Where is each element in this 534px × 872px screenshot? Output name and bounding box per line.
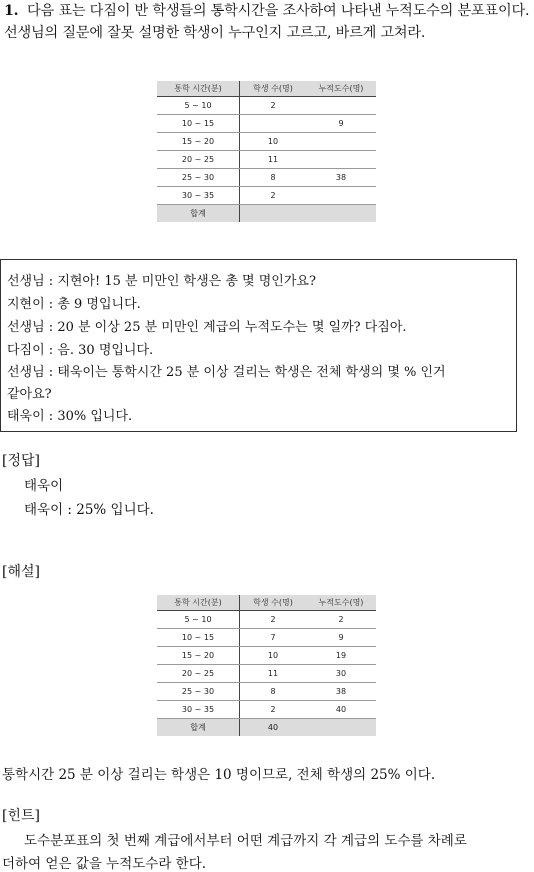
question-number: 1. <box>4 3 19 19</box>
cell-cumulative: 40 <box>306 701 376 719</box>
cell-count <box>240 115 307 133</box>
cell-cumulative <box>306 187 376 205</box>
table-body <box>157 97 376 205</box>
header-count: 학생 수(명) <box>240 595 307 611</box>
cell-cumulative <box>306 151 376 169</box>
table-row <box>157 665 376 683</box>
cell-cumulative: 19 <box>306 647 376 665</box>
cell-count: 11 <box>240 665 307 683</box>
header-cumulative: 누적도수(명) <box>306 595 376 611</box>
total-row <box>157 205 376 223</box>
cell-interval: 25 ~ 30 <box>157 169 240 187</box>
header-interval: 통학 시간(분) <box>157 595 240 611</box>
cell-count: 7 <box>240 629 307 647</box>
cell-count: 10 <box>240 647 307 665</box>
explanation-text: 통학시간 25 분 이상 걸리는 학생은 10 명이므로, 전체 학생의 25% 이다. <box>2 767 436 783</box>
cell-cumulative: 2 <box>306 611 376 629</box>
question <box>4 0 530 44</box>
cell-cumulative: 30 <box>306 665 376 683</box>
dialog-line: 선생님 : 태욱이는 통학시간 25 분 이상 걸리는 학생은 전체 학생의 몇 % 인거 <box>7 365 446 380</box>
cell-cumulative <box>306 97 376 115</box>
table-row <box>157 115 376 133</box>
table-row <box>157 611 376 629</box>
cell-interval: 15 ~ 20 <box>157 133 240 151</box>
table-row <box>157 169 376 187</box>
cell-interval: 25 ~ 30 <box>157 683 240 701</box>
cell-cumulative: 38 <box>306 169 376 187</box>
total-cumulative <box>306 719 376 737</box>
cell-cumulative: 38 <box>306 683 376 701</box>
table-row <box>157 151 376 169</box>
table-row <box>157 683 376 701</box>
dialog-line: 태욱이 : 30% 입니다. <box>7 409 133 424</box>
cell-interval: 20 ~ 25 <box>157 151 240 169</box>
answer-line: 태욱이 : 25% 입니다. <box>24 502 154 518</box>
total-label: 합계 <box>157 205 240 223</box>
dialog-line: 선생님 : 지현아! 15 분 미만인 학생은 총 몇 명인가요? <box>7 274 316 289</box>
cell-count: 2 <box>240 701 307 719</box>
total-row <box>157 719 376 737</box>
cell-cumulative: 9 <box>306 629 376 647</box>
header-cumulative: 누적도수(명) <box>306 81 376 97</box>
hint-line: 도수분포표의 첫 번째 계급에서부터 어떤 계급까지 각 계급의 도수를 차례로 <box>24 833 467 849</box>
dialog-line: 같아요? <box>7 387 52 402</box>
dialog-line: 다짐이 : 음. 30 명입니다. <box>7 343 154 358</box>
cell-interval: 5 ~ 10 <box>157 97 240 115</box>
cell-count: 10 <box>240 133 307 151</box>
cell-cumulative: 9 <box>306 115 376 133</box>
cell-count: 2 <box>240 97 307 115</box>
table-row <box>157 187 376 205</box>
hint-heading: [힌트] <box>2 808 40 824</box>
cell-cumulative <box>306 133 376 151</box>
cell-count: 8 <box>240 169 307 187</box>
frequency-table-problem <box>157 81 376 222</box>
table-row <box>157 647 376 665</box>
cell-interval: 30 ~ 35 <box>157 701 240 719</box>
total-label: 합계 <box>157 719 240 737</box>
hint-line: 더하여 얻은 값을 누적도수라 한다. <box>2 856 207 872</box>
cell-interval: 5 ~ 10 <box>157 611 240 629</box>
total-cumulative <box>306 205 376 223</box>
question-text: 다음 표는 다짐이 반 학생들의 통학시간을 조사하여 나타낸 누적도수의 분포표이다. 선생님의 질문에 잘못 설명한 학생이 누구인지 고르고, 바르게 고쳐라. <box>4 3 530 41</box>
answer-heading: [정답] <box>2 453 40 469</box>
header-count: 학생 수(명) <box>240 81 307 97</box>
total-count <box>240 205 307 223</box>
table-row <box>157 133 376 151</box>
dialog-box <box>0 259 517 432</box>
frequency-table-solution <box>157 595 376 736</box>
answer-line: 태욱이 <box>24 478 64 494</box>
total-count: 40 <box>240 719 307 737</box>
cell-interval: 10 ~ 15 <box>157 629 240 647</box>
cell-count: 11 <box>240 151 307 169</box>
table-row <box>157 701 376 719</box>
table-row <box>157 97 376 115</box>
cell-interval: 30 ~ 35 <box>157 187 240 205</box>
dialog-line: 지현이 : 총 9 명입니다. <box>7 297 141 312</box>
cell-interval: 10 ~ 15 <box>157 115 240 133</box>
cell-count: 2 <box>240 187 307 205</box>
cell-interval: 15 ~ 20 <box>157 647 240 665</box>
cell-interval: 20 ~ 25 <box>157 665 240 683</box>
dialog-line: 선생님 : 20 분 이상 25 분 미만인 계급의 누적도수는 몇 일까? 다짐아. <box>7 320 407 335</box>
header-interval: 통학 시간(분) <box>157 81 240 97</box>
cell-count: 8 <box>240 683 307 701</box>
cell-count: 2 <box>240 611 307 629</box>
explanation-heading: [해설] <box>2 564 40 580</box>
table-row <box>157 629 376 647</box>
